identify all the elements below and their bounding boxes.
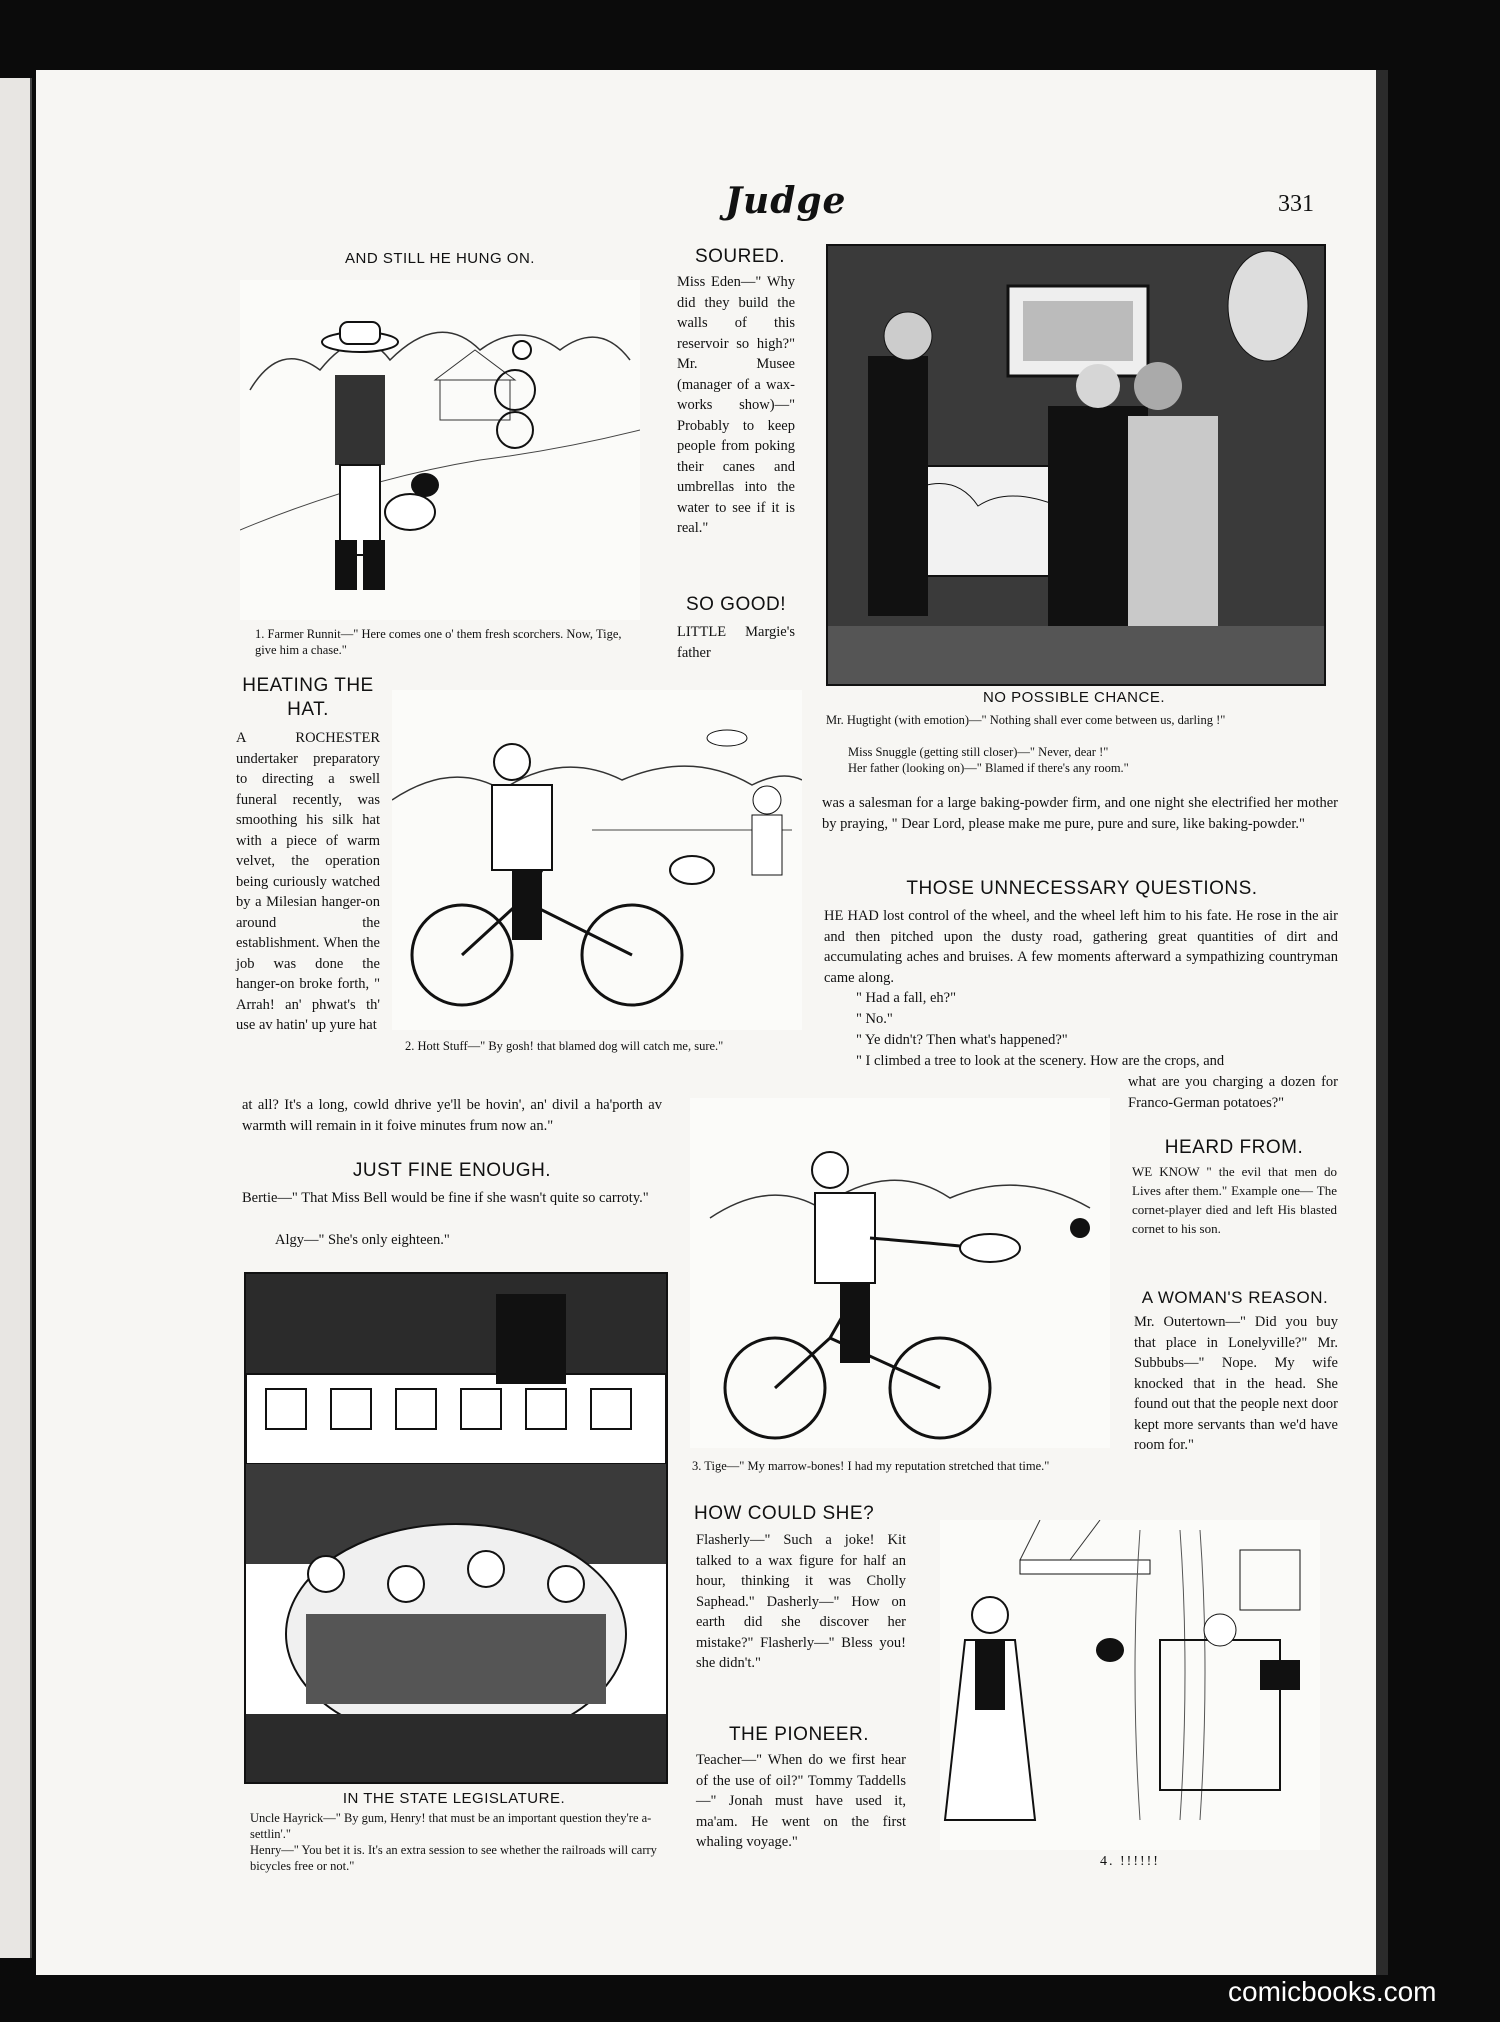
legislature-illustration (244, 1272, 668, 1784)
parlor-illustration (826, 244, 1326, 686)
hott-illustration (392, 690, 802, 1030)
heard-text: WE KNOW " the evil that men do Lives after them." Example one— The cornet-player died and left His blasted cornet to his son. (1132, 1164, 1337, 1236)
couldshe-title: HOW COULD SHE? (694, 1503, 875, 1524)
questions-para: HE HAD lost control of the wheel, and the wheel left him to his fate. He rose in the air and then pitched upon the dusty road, gathering great quantities of dirt and accumulating aches and bruises. A few moments afterward a sympathizing countryman came along. (824, 908, 1338, 986)
chance-line-2: Miss Snuggle (getting still closer)—" Never, dear !" (848, 745, 1109, 759)
masthead-title: Judge (725, 180, 847, 222)
watermark: comicbooks.com (1228, 1976, 1437, 2007)
tige-caption: 3. Tige—" My marrow-bones! I had my reputation stretched that time." (692, 1459, 1050, 1473)
sogood-title: SO GOOD! (685, 594, 787, 615)
parlor-dog-illustration (940, 1520, 1320, 1850)
tige-illustration (690, 1098, 1110, 1448)
soured-title: SOURED. (694, 246, 786, 267)
questions-line-1: " Had a fall, eh?" (856, 990, 956, 1006)
questions-line-5: what are you charging a dozen for Franco-German potatoes?" (1128, 1074, 1338, 1111)
couldshe-text: Flasherly—" Such a joke! Kit talked to a wax figure for half an hour, thinking it was Cholly Saphead." Dasherly—" How on earth did she discover her mistake?" Flasherly—" Bless you! she didn't." (696, 1532, 906, 1671)
chance-line-3: Her father (looking on)—" Blamed if there's any room." (848, 761, 1129, 775)
still-title: AND STILL HE HUNG ON. (345, 250, 535, 267)
heating-title: HEATING THE HAT. (242, 675, 374, 720)
chance-title: NO POSSIBLE CHANCE. (982, 689, 1166, 706)
questions-line-3: " Ye didn't? Then what's happened?" (856, 1032, 1068, 1048)
heating-text: A ROCHESTER undertaker preparatory to directing a swell funeral recently, was smoothing his silk hat with a piece of warm velvet, the operation being curiously watched by a Milesian hanger-on around the establishment. When the job was done the hanger-on broke forth, " Arrah! an' phwat's th' use av hatin' up yure hat (236, 730, 380, 1033)
facing-page-edge (0, 78, 32, 1958)
heard-title: HEARD FROM. (1164, 1137, 1304, 1158)
sogood-text-start: LITTLE Margie's father (677, 624, 795, 661)
finenough-line-2: Algy—" She's only eighteen." (275, 1232, 450, 1248)
page-binding-edge (1376, 70, 1388, 1975)
chance-line-1: Mr. Hugtight (with emotion)—" Nothing shall ever come between us, darling !" (826, 713, 1226, 727)
legis-line-1: Uncle Hayrick—" By gum, Henry! that must be an important question they're a-settlin'." (250, 1811, 652, 1841)
reason-title: A WOMAN'S REASON. (1141, 1288, 1329, 1307)
legis-line-2: Henry—" You bet it is. It's an extra session to see whether the railroads will carry bicycles free or not." (250, 1843, 657, 1873)
finenough-title: JUST FINE ENOUGH. (352, 1160, 552, 1181)
questions-line-2: " No." (856, 1011, 893, 1027)
reason-text: Mr. Outertown—" Did you buy that place in Lonelyville?" Mr. Subbubs—" Nope. My wife knocked that in the head. She found out that the people next door kept more servants than we'd have room for." (1134, 1314, 1338, 1453)
pioneer-title: THE PIONEER. (728, 1724, 870, 1745)
fourth-caption: 4. !!!!!! (1100, 1854, 1160, 1869)
pioneer-text: Teacher—" When do we first hear of the use of oil?" Tommy Taddells—" Jonah must have used it, ma'am. He went on the first whaling voyage." (696, 1752, 906, 1850)
finenough-line-1: Bertie—" That Miss Bell would be fine if she wasn't quite so carroty." (242, 1190, 649, 1206)
page-number: 331 (1278, 191, 1314, 217)
legis-title: IN THE STATE LEGISLATURE. (342, 1790, 566, 1807)
sogood-text-cont: was a salesman for a large baking-powder firm, and one night she electrified her mother by praying, " Dear Lord, please make me pure, pure and sure, like baking-powder." (822, 795, 1338, 832)
still-caption: 1. Farmer Runnit—" Here comes one o' them fresh scorchers. Now, Tige, give him a chase." (255, 627, 622, 657)
soured-text: Miss Eden—" Why did they build the walls of this reservoir so high?" Mr. Musee (manager of a wax-works show)—" Probably to keep people from poking their canes and umbrellas into the water to see if it is real." (677, 274, 795, 536)
questions-line-4: " I climbed a tree to look at the scenery. How are the crops, and (856, 1053, 1225, 1069)
questions-title: THOSE UNNECESSARY QUESTIONS. (906, 878, 1258, 899)
hott-caption: 2. Hott Stuff—" By gosh! that blamed dog will catch me, sure." (405, 1039, 724, 1053)
farmer-illustration (240, 280, 640, 620)
heating-text-cont: at all? It's a long, cowld dhrive ye'll be hovin', an' divil a ha'porth av warmth will remain in it foive minutes frum now an." (242, 1097, 662, 1134)
